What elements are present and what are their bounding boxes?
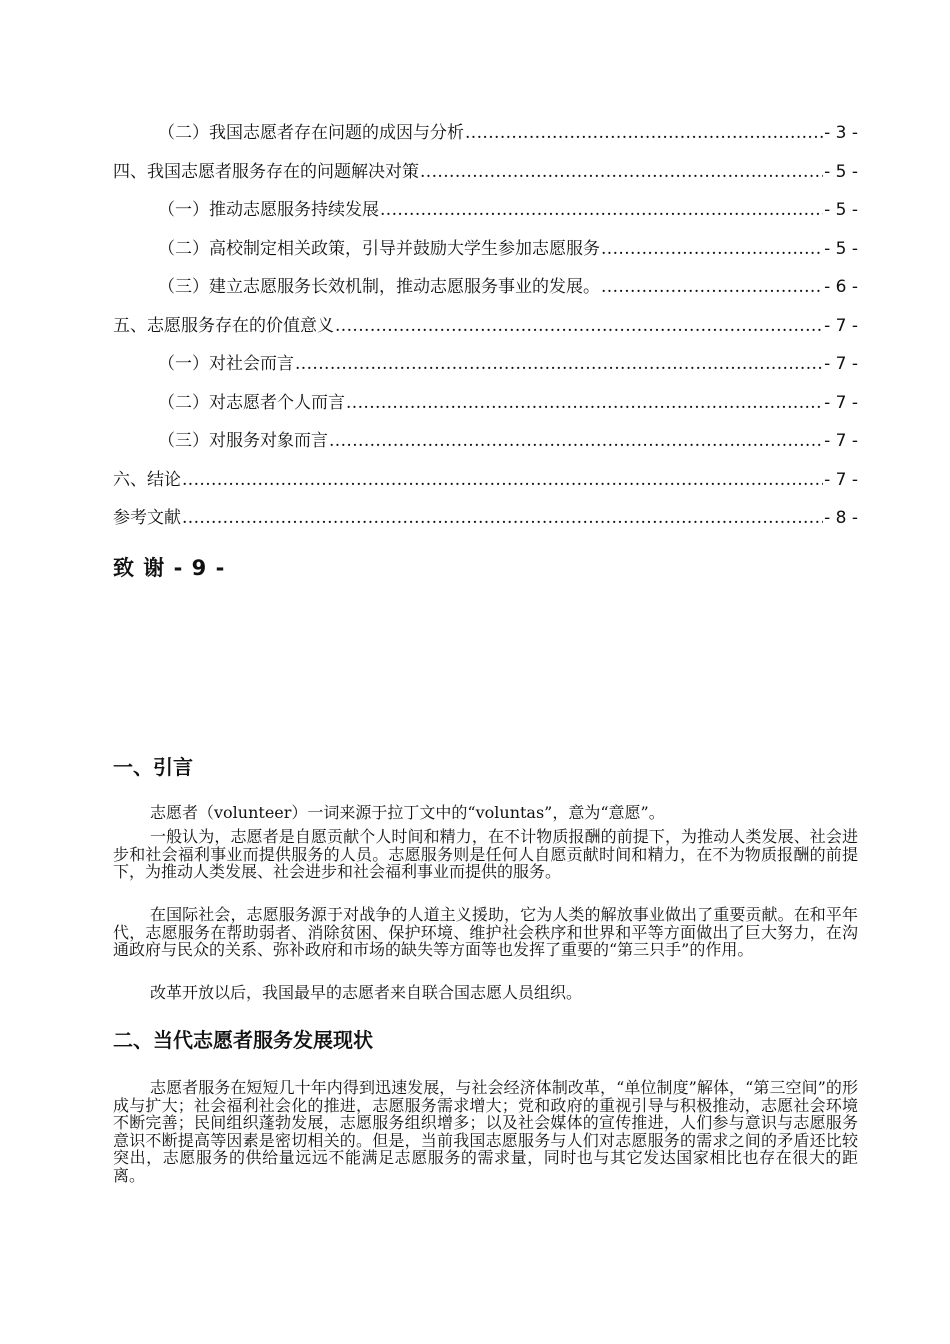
toc-entry-page: - 7 - xyxy=(824,470,858,490)
body-paragraph: 一般认为，志愿者是自愿贡献个人时间和精力，在不计物质报酬的前提下，为推动人类发展、社会进步和社会福利事业而提供服务的人员。志愿服务则是任何人自愿贡献时间和精力，在不为物质报酬的前提下，为推动人类发展、社会进步和社会福利事业而提供的服务。 xyxy=(113,827,858,881)
toc-entry-label: （二）我国志愿者存在问题的成因与分析 xyxy=(158,123,464,143)
toc-leader-dots xyxy=(295,353,823,375)
toc-leader-dots xyxy=(346,392,823,414)
toc-entry-page: - 7 - xyxy=(824,393,858,413)
toc-leader-dots xyxy=(601,238,823,260)
toc-entry-label: 四、我国志愿者服务存在的问题解决对策 xyxy=(113,162,419,182)
toc-leader-dots xyxy=(182,469,823,491)
toc-entry-page: - 6 - xyxy=(824,277,858,297)
toc-entry-page: - 7 - xyxy=(824,316,858,336)
toc-entry[interactable] xyxy=(0,386,950,414)
toc-leader-dots xyxy=(182,507,823,529)
toc-entry-label: 五、志愿服务存在的价值意义 xyxy=(113,316,334,336)
toc-entry-page: - 5 - xyxy=(824,162,858,182)
toc-entry[interactable] xyxy=(0,155,950,183)
toc-entry[interactable] xyxy=(0,501,950,529)
section-heading: 二、当代志愿者服务发展现状 xyxy=(113,1028,373,1052)
body-paragraph: 在国际社会，志愿服务源于对战争的人道主义援助，它为人类的解放事业做出了重要贡献。在和平年代，志愿服务在帮助弱者、消除贫困、保护环境、维护社会秩序和世界和平等方面做出了巨大努力，在沟通政府与民众的关系、弥补政府和市场的缺失等方面等也发挥了重要的“第三只手”的作用。 xyxy=(113,905,858,959)
toc-entry[interactable] xyxy=(0,232,950,260)
toc-entry-page: - 7 - xyxy=(824,431,858,451)
toc-entry[interactable] xyxy=(0,193,950,221)
toc-leader-dots xyxy=(601,276,823,298)
toc-entry-label: （三）对服务对象而言 xyxy=(158,431,328,451)
toc-entry-label: （三）建立志愿服务长效机制，推动志愿服务事业的发展。 xyxy=(158,277,600,297)
body-paragraph: 志愿者（volunteer）一词来源于拉丁文中的“voluntas”，意为“意愿”。 xyxy=(150,803,665,822)
toc-entry-label: 六、结论 xyxy=(113,470,181,490)
body-paragraph: 志愿者服务在短短几十年内得到迅速发展，与社会经济体制改革，“单位制度”解体，“第三空间”的形成与扩大；社会福利社会化的推进，志愿服务需求增大；党和政府的重视引导与积极推动，志愿社会环境不断完善；民间组织蓬勃发展，志愿服务组织增多；以及社会媒体的宣传推进，人们参与意识与志愿服务意识不断提高等因素是密切相关的。但是，当前我国志愿服务与人们对志愿服务的需求之间的矛盾还比较突出，志愿服务的供给量远远不能满足志愿服务的需求量，同时也与其它发达国家相比也存在很大的距离。 xyxy=(113,1078,858,1185)
toc-entry-page: - 7 - xyxy=(824,354,858,374)
toc-entry[interactable] xyxy=(0,270,950,298)
toc-leader-dots xyxy=(335,315,823,337)
toc-entry[interactable] xyxy=(0,347,950,375)
toc-entry-label: （二）对志愿者个人而言 xyxy=(158,393,345,413)
toc-leader-dots xyxy=(329,430,823,452)
toc-entry-label: （一）推动志愿服务持续发展 xyxy=(158,200,379,220)
toc-entry-label: 参考文献 xyxy=(113,508,181,528)
toc-entry-page: - 5 - xyxy=(824,200,858,220)
toc-entry[interactable] xyxy=(0,309,950,337)
toc-entry[interactable] xyxy=(0,424,950,452)
toc-entry-page: - 8 - xyxy=(824,508,858,528)
toc-entry-label: （一）对社会而言 xyxy=(158,354,294,374)
toc-leader-dots xyxy=(380,199,823,221)
toc-entry-page: - 5 - xyxy=(824,239,858,259)
toc-acknowledgement-entry[interactable]: 致 谢 - 9 - xyxy=(113,556,226,580)
toc-entry-label: （二）高校制定相关政策，引导并鼓励大学生参加志愿服务 xyxy=(158,239,600,259)
body-paragraph: 改革开放以后，我国最早的志愿者来自联合国志愿人员组织。 xyxy=(150,983,583,1002)
toc-entry[interactable] xyxy=(0,116,950,144)
toc-entry-page: - 3 - xyxy=(824,123,858,143)
toc-entry[interactable] xyxy=(0,463,950,491)
section-heading: 一、引言 xyxy=(113,755,193,779)
toc-leader-dots xyxy=(465,122,823,144)
toc-leader-dots xyxy=(420,161,823,183)
